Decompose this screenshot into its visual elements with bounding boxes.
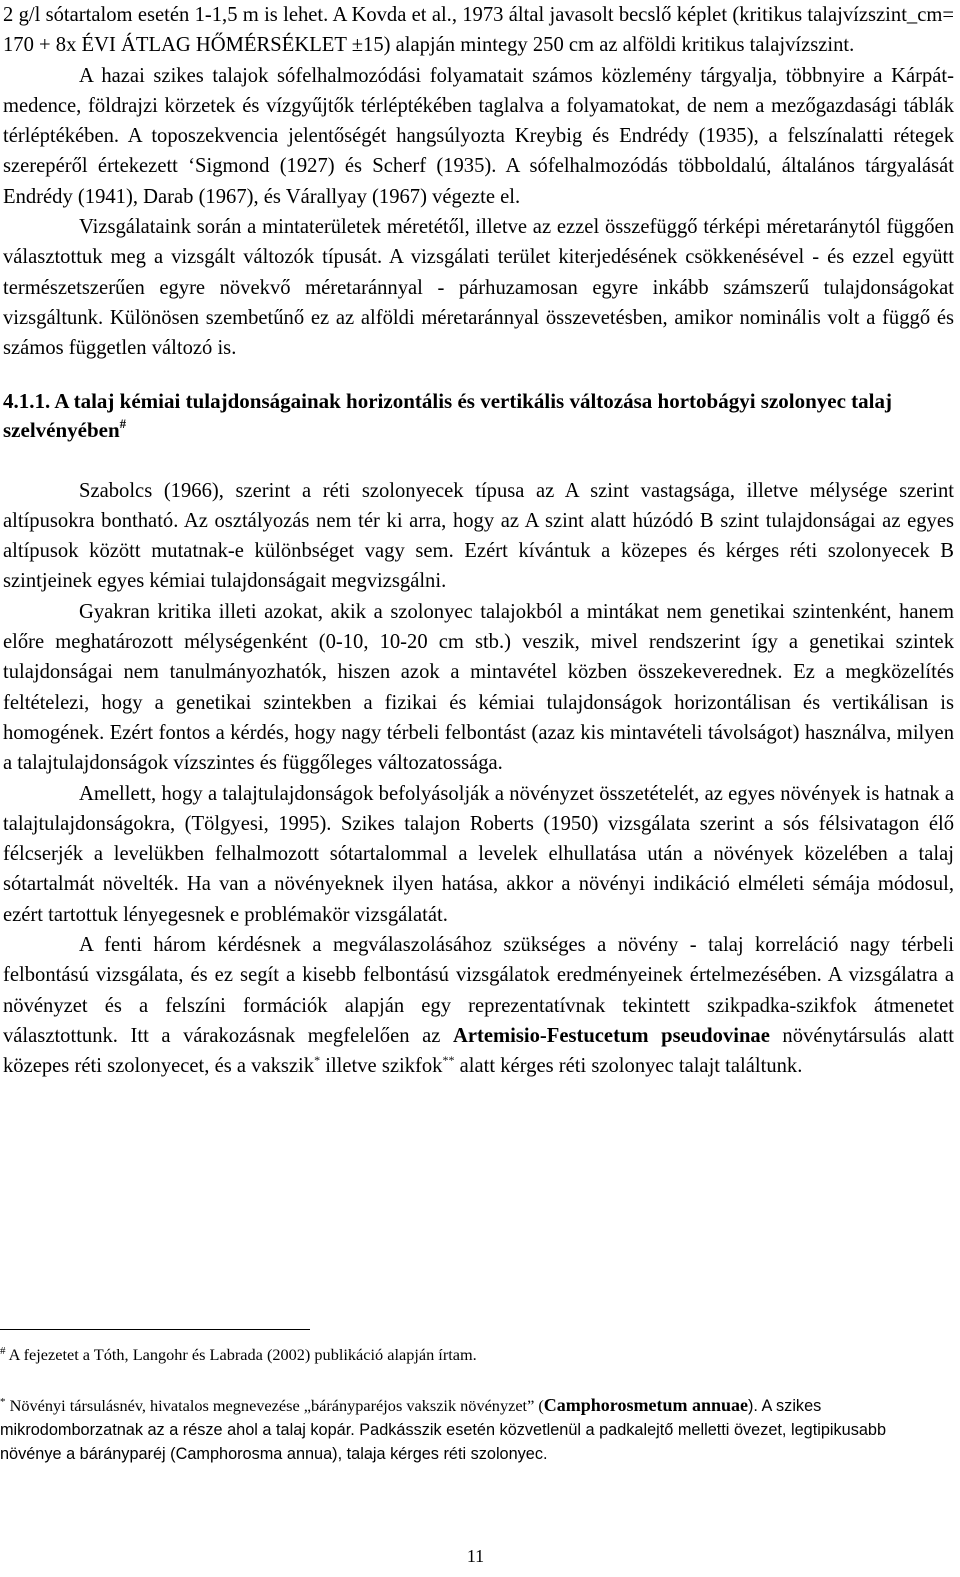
footnote-mark-double-star: **	[442, 1053, 455, 1068]
section-heading-footnote-mark: #	[119, 415, 127, 431]
paragraph-7-part-a: A fenti három kérdésnek a megválaszolásához szükséges a növény - talaj korreláció nagy térbeli felbontású vizsgálata, és ez segít a kisebb felbontású vizsgálatok eredményeinek értelmezésében. A vizsgálatra a növényzet és a felszíni formációk alapján egy reprezentatívnak tekintett szikpadka-szikfok átmenetet választottunk. Itt a várakozásnak megfelelően az	[3, 934, 954, 1047]
footnote-2-text-b: ). A szikes mikrodomborzatnak az a része ahol a talaj kopár. Padkásszik esetén közvetlenül a padkalejtő melletti övezet, legtipikusabb növénye a bárányparéj (Camphorosma annua), talaja kérges réti szolonyec.	[0, 1397, 887, 1463]
section-heading	[3, 387, 954, 445]
paragraph-4: Szabolcs (1966), szerint a réti szolonyecek típusa az A szint vastagsága, illetve mélysége szerint altípusokra bontható. Az osztályozás nem tér ki arra, hogy az A szint alatt húzódó B szint tulajdonságai az egyes altípusok között mutatnak-e különbséget vagy sem. Ezért kívántuk a közepes és kérges réti szolonyecek B szintjeinek egyes kémiai tulajdonságait megvizsgálni.	[3, 479, 954, 593]
footnote-divider	[0, 1329, 310, 1330]
paragraph-2: A hazai szikes talajok sófelhalmozódási folyamatait számos közlemény tárgyalja, többnyire a Kárpát-medence, földrajzi körzetek és vízgyűjtők térléptékében taglalva a folyamatokat, de nem a mezőgazdasági táblák térléptékében. A toposzekvencia jelentőségét hangsúlyozta Kreybig és Endrédy (1935), a felszínalatti rétegek szerepéről értekezett ‘Sigmond (1927) és Scherf (1935). A sófelhalmozódás többoldalú, általános tárgyalását Endrédy (1941), Darab (1967), és Várallyay (1967) végezte el.	[3, 64, 954, 208]
document-page	[3, 0, 954, 1082]
footnote-1	[0, 1343, 951, 1367]
section-heading-text: 4.1.1. A talaj kémiai tulajdonságainak horizontális és vertikális változása hortobágyi szolonyec talaj szelvényében	[3, 388, 893, 442]
footnote-2-association-name: Camphorosmetum annuae	[543, 1395, 748, 1415]
footnote-2-text-a: Növényi társulásnév, hivatalos megnevezése „bárányparéjos vakszik növényzet” (	[9, 1396, 544, 1415]
footnote-mark-star: *	[314, 1053, 321, 1068]
paragraph-7-part-c: illetve szikfok	[325, 1055, 443, 1078]
paragraph-7-part-d: alatt kérges réti szolonyec talajt találtunk.	[459, 1055, 803, 1078]
paragraph-7-part-b: növénytársulás alatt közepes réti szolonyecet, és a vakszik	[3, 1024, 954, 1078]
footnote-1-text: A fejezetet a Tóth, Langohr és Labrada (2002) publikáció alapján írtam.	[8, 1345, 477, 1364]
paragraph-6: Amellett, hogy a talajtulajdonságok befolyásolják a növényzet összetételét, az egyes növények is hatnak a talajtulajdonságokra, (Tölgyesi, 1995). Szikes talajon Roberts (1950) vizsgálata szerint a sós félsivatagon élő félcserjék a levelükben felhalmozott sótartalommal a levelek elhullatása után a növények közelében a talaj sótartalmát növelték. Ha van a növényeknek ilyen hatása, akkor a növényi indikáció elméleti sémája módosul, ezért tartottuk lényegesnek e problémakör vizsgálatát.	[3, 782, 954, 926]
footnote-2	[0, 1393, 951, 1466]
footnote-1-mark: #	[0, 1345, 6, 1357]
association-name: Artemisio-Festucetum pseudovinae	[452, 1024, 770, 1047]
paragraph-7	[3, 930, 954, 1081]
paragraph-5: Gyakran kritika illeti azokat, akik a szolonyec talajokból a mintákat nem genetikai szintenként, hanem előre meghatározott mélységenként (0-10, 10-20 cm stb.) veszik, mivel rendszerint így a genetikai szintek tulajdonságai nem tanulmányozhatók, hiszen azok a mintavétel közben összekeverednek. Ez a megközelítés feltételezi, hogy a genetikai szintekben a fizikai és kémiai tulajdonságok horizontálisan és vertikálisan is homogének. Ezért fontos a kérdés, hogy nagy térbeli felbontást (azaz kis mintavételi távolságot) használva, milyen a talajtulajdonságok vízszintes és függőleges változatossága.	[3, 600, 954, 775]
page-number: 11	[466, 1546, 485, 1566]
paragraph-3: Vizsgálataink során a mintaterületek méretétől, illetve az ezzel összefüggő térképi méretaránytól függően választottuk meg a vizsgált változók típusát. A vizsgálati terület kiterjedésének csökkenésével - és ezzel együtt természetszerűen egyre növekvő méretaránnyal - párhuzamosan egyre inkább számszerű tulajdonságokat vizsgáltunk. Különösen szembetűnő ez az alföldi méretaránnyal összevetésben, amikor nominális volt a függő és számos független változó is.	[3, 216, 954, 360]
footnote-2-mark: *	[0, 1396, 6, 1408]
paragraph-1: 2 g/l sótartalom esetén 1-1,5 m is lehet. A Kovda et al., 1973 által javasolt becslő képlet (kritikus talajvízszint_cm= 170 + 8x ÉVI ÁTLAG HŐMÉRSÉKLET ±15) alapján mintegy 250 cm az alföldi kritikus talajvízszint.	[3, 4, 954, 57]
